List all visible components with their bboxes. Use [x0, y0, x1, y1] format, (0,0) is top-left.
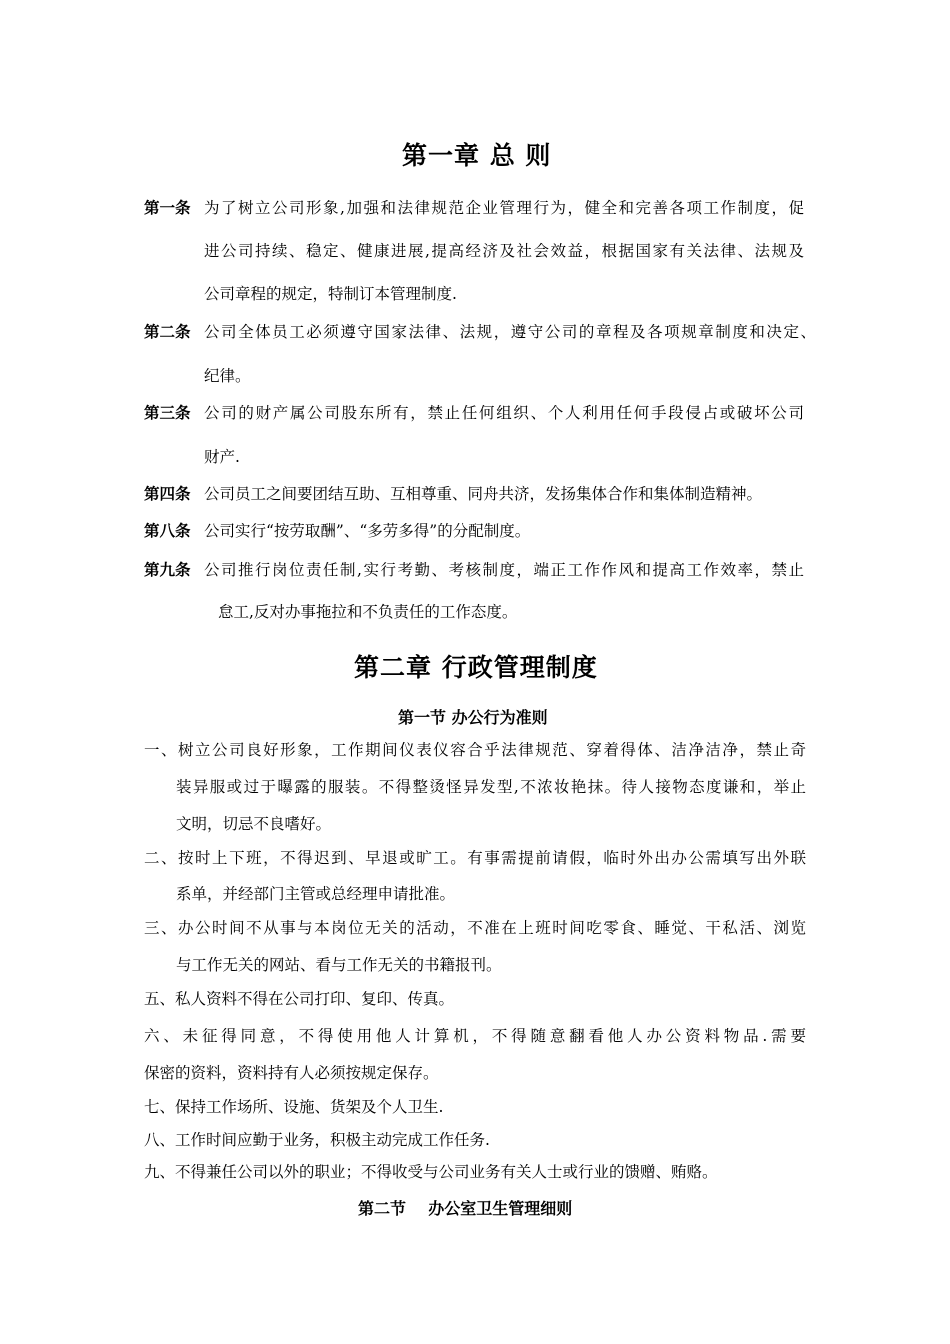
list-item-line: 八、工作时间应勤于业务，积极主动完成工作任务. [144, 1131, 490, 1149]
list-item-line: 装异服或过于曝露的服装。不得整烫怪异发型,不浓妆艳抹。待人接物态度谦和，举止 [176, 778, 806, 796]
article-line: 进公司持续、稳定、健康进展,提高经济及社会效益，根据国家有关法律、法规及 [204, 242, 804, 260]
article-label: 第九条 [144, 561, 191, 579]
article-line: 公司章程的规定，特制订本管理制度. [204, 285, 457, 303]
chapter-1-title: 第一章 总 则 [402, 141, 552, 170]
list-item-line: 五、私人资料不得在公司打印、复印、传真。 [144, 990, 455, 1008]
article-line: 怠工,反对办事拖拉和不负责任的工作态度。 [218, 603, 518, 621]
list-item-line: 系单，并经部门主管或总经理申请批准。 [176, 885, 456, 903]
article-line: 公司全体员工必须遵守国家法律、法规，遵守公司的章程及各项规章制度和决定、 [204, 323, 816, 341]
chapter-2-title: 第二章 行政管理制度 [354, 653, 598, 682]
article-label: 第一条 [144, 199, 191, 217]
article-line: 财产. [204, 448, 240, 466]
list-item-line: 文明，切忌不良嗜好。 [176, 815, 332, 833]
section-2-title: 第二节 办公室卫生管理细则 [358, 1199, 573, 1218]
section-1-title: 第一节 办公行为准则 [398, 708, 548, 727]
article-label: 第四条 [144, 485, 191, 503]
article-line: 纪律。 [204, 367, 251, 385]
list-item-line: 七、保持工作场所、设施、货架及个人卫生. [144, 1098, 444, 1116]
article-label: 第八条 [144, 522, 191, 540]
list-item-line: 三、办公时间不从事与本岗位无关的活动，不准在上班时间吃零食、睡觉、干私活、浏览 [144, 919, 806, 937]
list-item-line: 一、树立公司良好形象，工作期间仪表仪容合乎法律规范、穿着得体、洁净洁净，禁止奇 [144, 741, 806, 759]
list-item-line: 九、不得兼任公司以外的职业；不得收受与公司业务有关人士或行业的馈赠、贿赂。 [144, 1163, 718, 1181]
list-item-line: 与工作无关的网站、看与工作无关的书籍报刊。 [176, 956, 502, 974]
article-line: 公司推行岗位责任制,实行考勤、考核制度，端正工作作风和提高工作效率，禁止 [204, 561, 804, 579]
article-line: 为了树立公司形象,加强和法律规范企业管理行为，健全和完善各项工作制度，促 [204, 199, 804, 217]
article-line: 公司员工之间要团结互助、互相尊重、同舟共济，发扬集体合作和集体制造精神。 [204, 485, 763, 503]
list-item-line: 六、未征得同意，不得使用他人计算机，不得随意翻看他人办公资料物品.需要 [144, 1027, 806, 1045]
article-label: 第三条 [144, 404, 191, 422]
list-item-line: 保密的资料，资料持有人必须按规定保存。 [144, 1064, 439, 1082]
article-line: 公司实行“按劳取酬”、“多劳多得”的分配制度。 [204, 522, 531, 540]
article-line: 公司的财产属公司股东所有，禁止任何组织、个人利用任何手段侵占或破坏公司 [204, 404, 804, 422]
article-label: 第二条 [144, 323, 191, 341]
list-item-line: 二、按时上下班，不得迟到、早退或旷工。有事需提前请假，临时外出办公需填写出外联 [144, 849, 806, 867]
